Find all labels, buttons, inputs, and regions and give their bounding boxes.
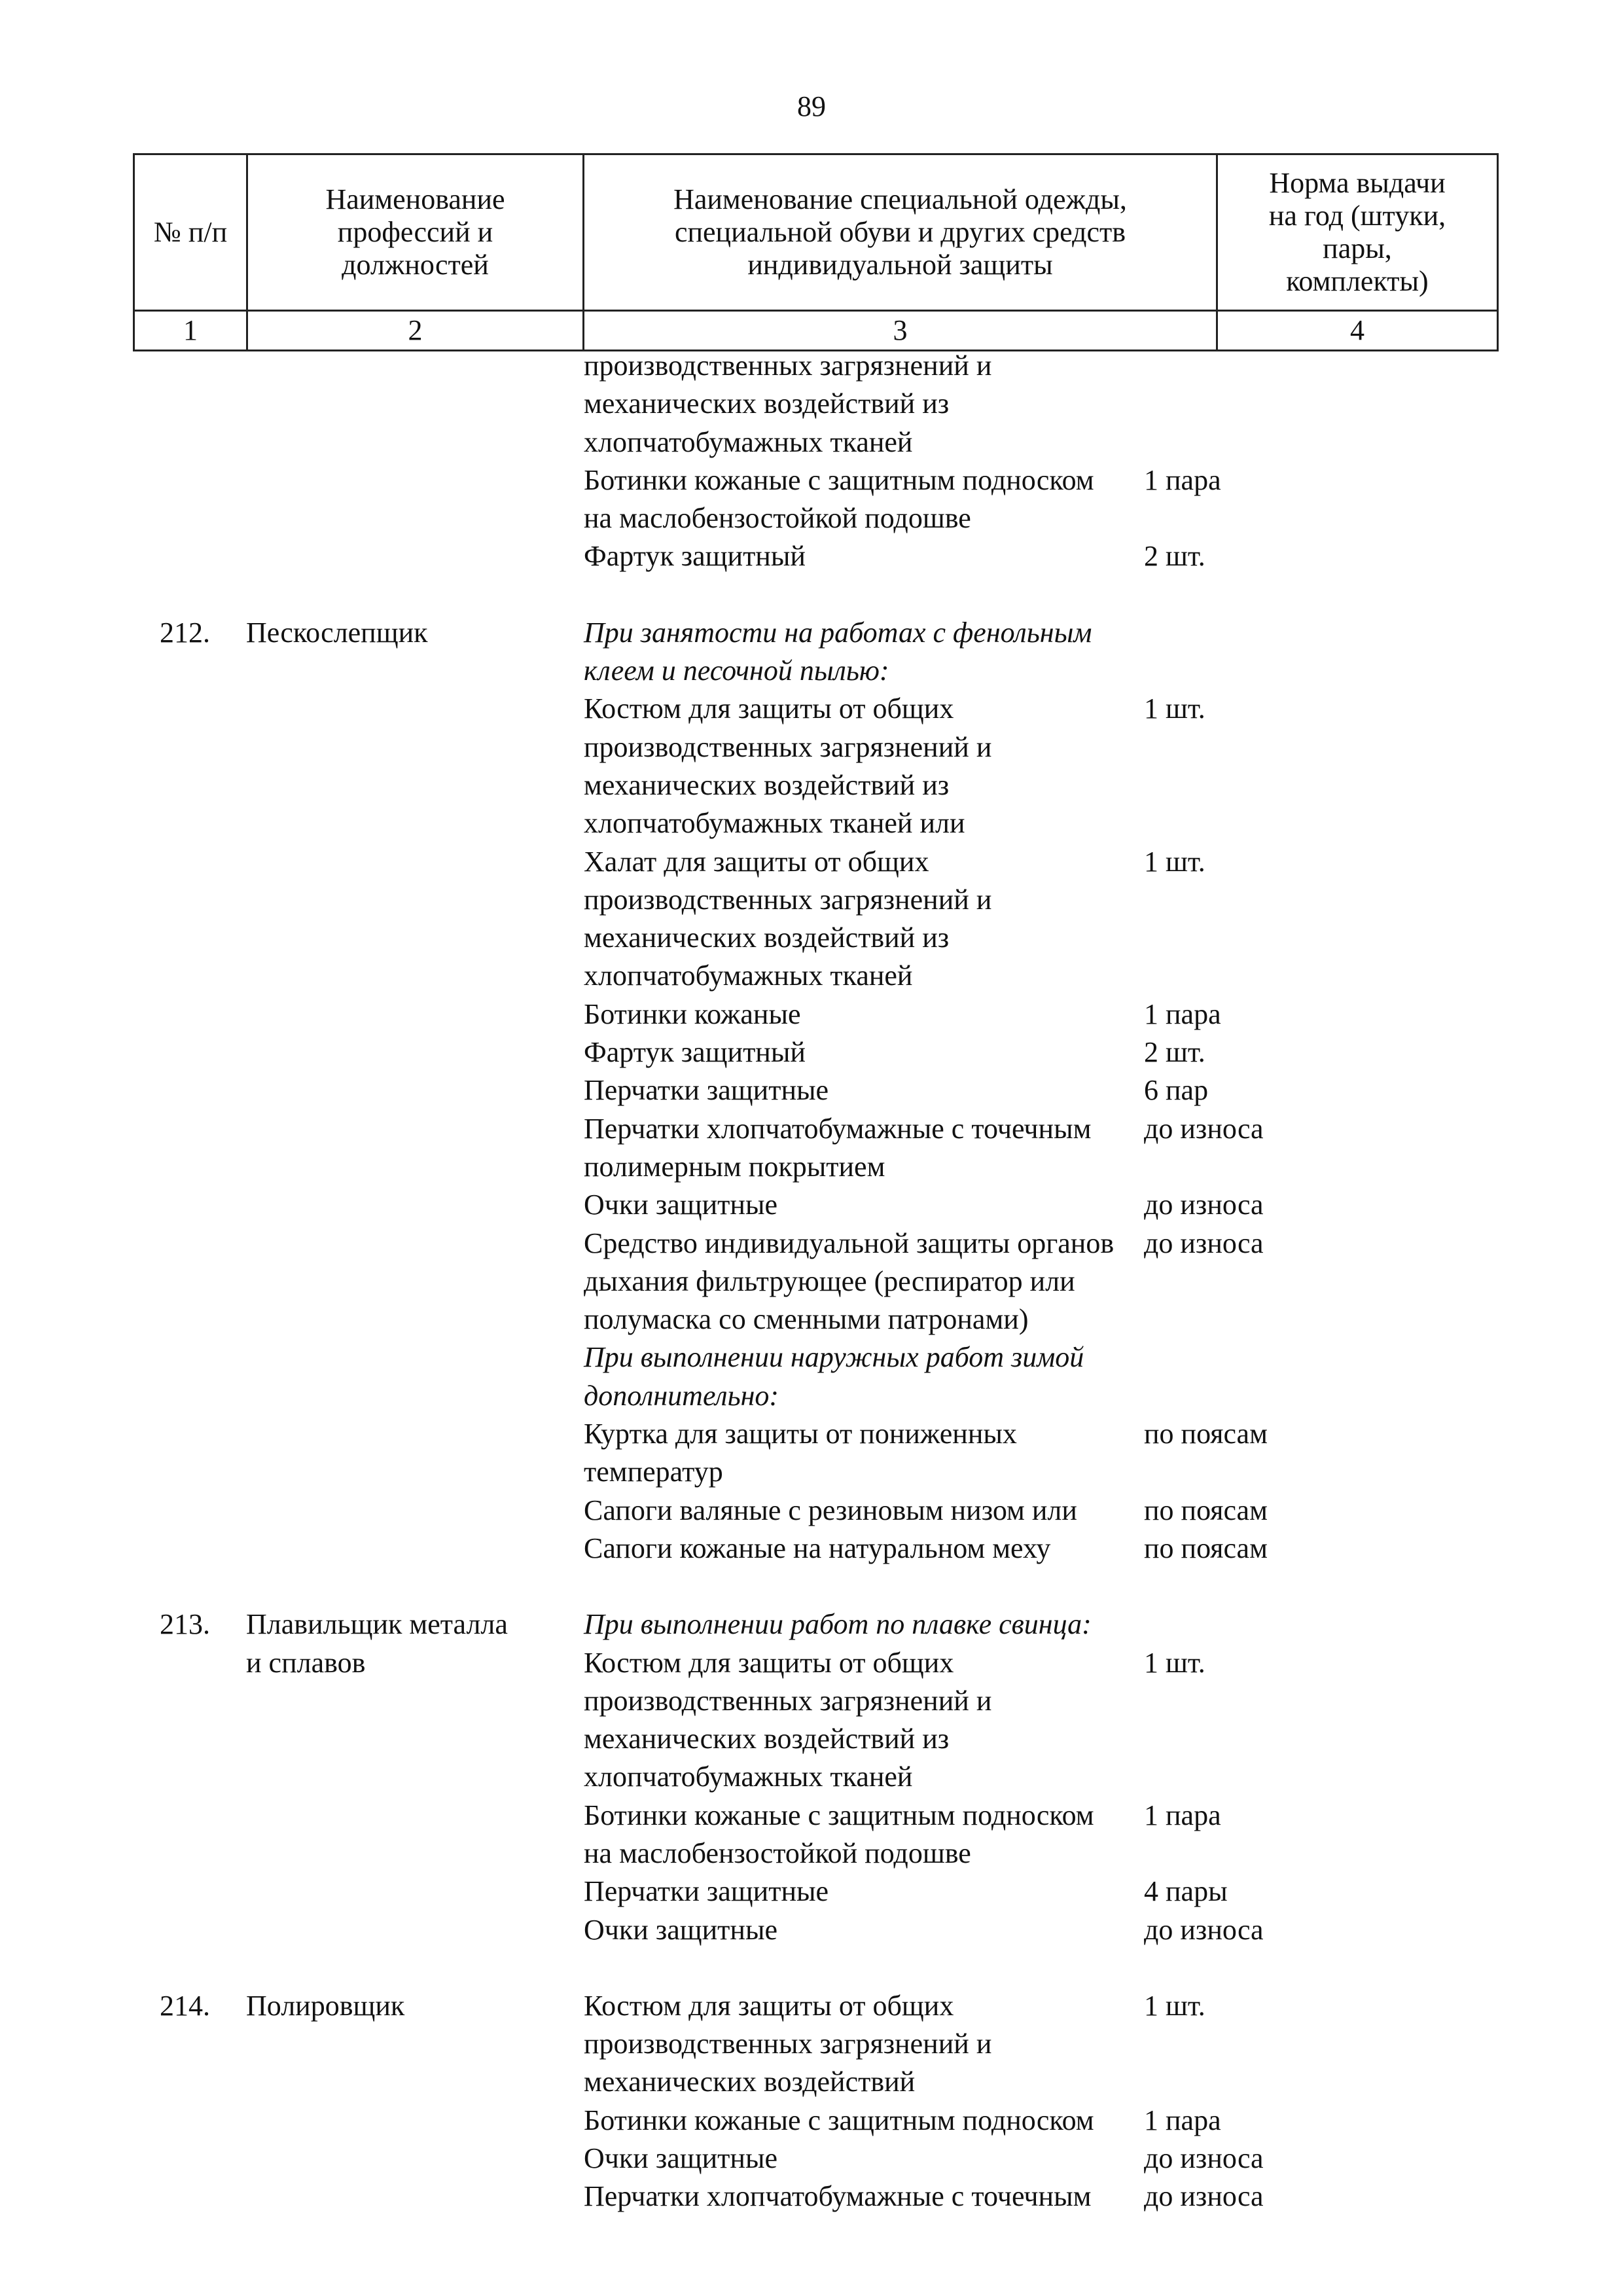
table-row (0, 919, 1623, 957)
table-row (0, 652, 1623, 690)
table-row (0, 1071, 1623, 1109)
row-norm: 2 шт. (1144, 540, 1205, 573)
row-norm: до износа (1144, 1112, 1264, 1145)
row-profession: Пескослепщик (246, 616, 428, 649)
row-norm: 1 шт. (1144, 1989, 1205, 2022)
header-col-norm: Норма выдачи на год (штуки, пары, комплекты) (1217, 154, 1498, 311)
table-row (0, 1338, 1623, 1376)
table-row (0, 2140, 1623, 2178)
row-equipment: Ботинки кожаные (584, 997, 801, 1030)
table-row (0, 1720, 1623, 1758)
row-equipment: дыхания фильтрующее (респиратор или (584, 1265, 1075, 1297)
table-row (0, 537, 1623, 575)
table-row (0, 385, 1623, 423)
row-equipment: Сапоги валяные с резиновым низом или (584, 1494, 1077, 1526)
row-norm: до износа (1144, 2142, 1264, 2175)
table-row (0, 1873, 1623, 1910)
row-equipment: механических воздействий (584, 2066, 916, 2098)
table-row (0, 766, 1623, 804)
table-row (0, 461, 1623, 499)
table-row (0, 2178, 1623, 2215)
row-norm: 1 пара (1144, 2104, 1221, 2136)
row-equipment: Костюм для защиты от общих (584, 1646, 954, 1679)
row-equipment: Очки защитные (584, 1913, 778, 1946)
row-norm: 1 пара (1144, 997, 1221, 1030)
row-equipment: Сапоги кожаные на натуральном меху (584, 1532, 1051, 1564)
row-equipment: Перчатки хлопчатобумажные с точечным (584, 1112, 1092, 1145)
table-row (0, 2063, 1623, 2101)
page-number: 89 (797, 90, 826, 122)
row-equipment: производственных загрязнений и (584, 1684, 992, 1717)
row-norm: 2 шт. (1144, 1036, 1205, 1069)
row-gap (0, 1949, 1623, 1987)
table-header (133, 153, 1499, 351)
table-row (0, 347, 1623, 385)
row-equipment: на маслобензостойкой подошве (584, 502, 971, 535)
table-row (0, 614, 1623, 652)
row-equipment: механических воздействий из (584, 922, 950, 954)
row-gap (0, 1568, 1623, 1605)
table-row (0, 1530, 1623, 1568)
row-norm: по поясам (1144, 1532, 1268, 1564)
row-equipment: Средство индивидуальной защиты органов (584, 1227, 1115, 1259)
table-row (0, 728, 1623, 766)
table-row (0, 1797, 1623, 1835)
row-equipment: При выполнении наружных работ зимой (584, 1341, 1084, 1374)
table-row (0, 1492, 1623, 1530)
table-row (0, 1033, 1623, 1071)
table-row (0, 690, 1623, 728)
row-norm: до износа (1144, 1189, 1264, 1221)
header-num-3: 3 (584, 311, 1217, 351)
header-col-equipment: Наименование специальной одежды, специальной обуви и других средств индивидуальной защиты (584, 154, 1217, 311)
row-equipment: производственных загрязнений и (584, 730, 992, 763)
row-norm: до износа (1144, 2180, 1264, 2213)
row-norm: 1 пара (1144, 463, 1221, 496)
row-norm: до износа (1144, 1227, 1264, 1259)
table-row (0, 881, 1623, 919)
header-col-number: № п/п (134, 154, 247, 311)
table-row (0, 1987, 1623, 2025)
row-equipment: механических воздействий из (584, 1723, 950, 1755)
row-equipment: механических воздействий из (584, 768, 950, 801)
row-number: 214. (160, 1989, 210, 2022)
table-row (0, 843, 1623, 881)
row-equipment: производственных загрязнений и (584, 350, 992, 382)
table-row (0, 996, 1623, 1033)
table-row (0, 804, 1623, 842)
row-equipment: Перчатки защитные (584, 1074, 829, 1107)
row-equipment: хлопчатобумажных тканей (584, 425, 913, 458)
row-equipment: Куртка для защиты от пониженных (584, 1418, 1017, 1450)
row-equipment: хлопчатобумажных тканей (584, 960, 913, 992)
row-number: 212. (160, 616, 210, 649)
table-row (0, 1644, 1623, 1682)
row-equipment: производственных загрязнений и (584, 2028, 992, 2060)
row-equipment: дополнительно: (584, 1379, 779, 1412)
row-norm: 1 пара (1144, 1799, 1221, 1831)
row-profession: Полировщик (246, 1989, 405, 2022)
table-row (0, 1415, 1623, 1453)
row-equipment: При выполнении работ по плавке свинца: (584, 1608, 1092, 1641)
table-row (0, 1377, 1623, 1415)
table-row (0, 423, 1623, 461)
table-row (0, 1148, 1623, 1186)
table-row (0, 1225, 1623, 1263)
row-equipment: Очки защитные (584, 1189, 778, 1221)
row-profession: Плавильщик металла (246, 1608, 508, 1641)
row-equipment: Халат для защиты от общих (584, 845, 929, 878)
table-row (0, 1300, 1623, 1338)
row-equipment: Костюм для защиты от общих (584, 692, 954, 725)
row-norm: 6 пар (1144, 1074, 1209, 1107)
table-row (0, 1263, 1623, 1300)
row-equipment: на маслобензостойкой подошве (584, 1837, 971, 1869)
table-row (0, 1186, 1623, 1224)
row-equipment: Ботинки кожаные с защитным подноском (584, 1799, 1094, 1831)
table-row (0, 957, 1623, 995)
row-equipment: температур (584, 1456, 723, 1488)
row-norm: 1 шт. (1144, 1646, 1205, 1679)
header-num-1: 1 (134, 311, 247, 351)
table-body (0, 347, 1623, 2216)
row-norm: по поясам (1144, 1494, 1268, 1526)
header-col-profession: Наименование профессий и должностей (247, 154, 584, 311)
row-norm: 1 шт. (1144, 692, 1205, 725)
table-row (0, 1911, 1623, 1949)
row-equipment: Костюм для защиты от общих (584, 1989, 954, 2022)
table-row (0, 2102, 1623, 2140)
row-equipment: полумаска со сменными патронами) (584, 1303, 1029, 1336)
table-row (0, 1835, 1623, 1873)
row-norm: 4 пары (1144, 1875, 1228, 1908)
table-row (0, 1682, 1623, 1720)
table-row (0, 1605, 1623, 1643)
row-equipment: Ботинки кожаные с защитным подноском (584, 463, 1094, 496)
row-norm: по поясам (1144, 1418, 1268, 1450)
row-equipment: хлопчатобумажных тканей или (584, 807, 965, 840)
row-gap (0, 576, 1623, 614)
row-equipment: Перчатки хлопчатобумажные с точечным (584, 2180, 1092, 2213)
table-row (0, 2025, 1623, 2063)
row-number: 213. (160, 1608, 210, 1641)
row-equipment: При занятости на работах с фенольным (584, 616, 1092, 649)
row-profession: и сплавов (246, 1646, 366, 1679)
row-equipment: механических воздействий из (584, 387, 950, 420)
row-equipment: производственных загрязнений и (584, 883, 992, 916)
row-equipment: клеем и песочной пылью: (584, 655, 889, 687)
row-equipment: Фартук защитный (584, 1036, 806, 1069)
row-equipment: Ботинки кожаные с защитным подноском (584, 2104, 1094, 2136)
table-row (0, 499, 1623, 537)
table-row (0, 1453, 1623, 1491)
table-row (0, 1110, 1623, 1148)
row-equipment: Фартук защитный (584, 540, 806, 573)
header-num-4: 4 (1217, 311, 1498, 351)
table-row (0, 1758, 1623, 1796)
row-equipment: Очки защитные (584, 2142, 778, 2175)
row-norm: до износа (1144, 1913, 1264, 1946)
header-num-2: 2 (247, 311, 584, 351)
row-equipment: Перчатки защитные (584, 1875, 829, 1908)
row-equipment: хлопчатобумажных тканей (584, 1761, 913, 1793)
row-equipment: полимерным покрытием (584, 1150, 885, 1183)
row-norm: 1 шт. (1144, 845, 1205, 878)
